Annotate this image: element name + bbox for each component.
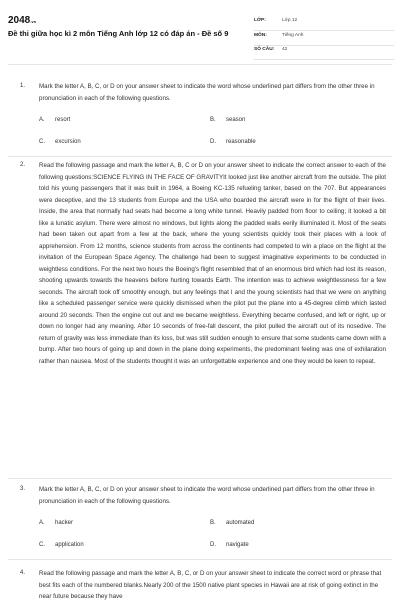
- option-letter: C.: [39, 139, 45, 145]
- option-letter: A.: [39, 117, 45, 123]
- answer-option[interactable]: [210, 542, 249, 548]
- answer-option[interactable]: [39, 139, 81, 145]
- option-word: resort: [55, 117, 71, 123]
- divider: [8, 559, 392, 560]
- option-word: season: [226, 117, 246, 123]
- question-text: Read the following passage and mark the letter A, B, C, or D on your answer sheet to indicate the correct word or phrase that best fits each of the numbered blanks.Nearly 200 of the 1500 native plant species in Hawaii are at risk of going extinct in the near future because they have: [39, 570, 382, 600]
- divider: [8, 478, 392, 479]
- answer-option[interactable]: [39, 117, 70, 123]
- option-letter: D.: [210, 139, 216, 145]
- answer-option[interactable]: [210, 520, 254, 526]
- meta-value: 42: [282, 47, 288, 52]
- divider: [8, 156, 392, 157]
- page-title: Đề thi giữa học kì 2 môn Tiếng Anh lớp 12 có đáp án - Đề số 9: [8, 29, 229, 38]
- question-text: Mark the letter A, B, C, or D on your answer sheet to indicate the word whose underlined part differs from the other three in pronunciation in each of the following questions.: [39, 83, 375, 102]
- meta-label: MÔN:: [254, 33, 267, 38]
- option-letter: A.: [39, 520, 45, 526]
- answer-option[interactable]: [39, 520, 73, 526]
- answer-option[interactable]: [39, 542, 84, 548]
- meta-value: Tiếng Anh: [282, 33, 304, 38]
- logo-tld: .vn: [30, 19, 37, 24]
- option-word: navigate: [226, 542, 249, 548]
- meta-label: SỐ CÂU:: [254, 47, 275, 52]
- site-logo[interactable]: [8, 15, 36, 26]
- question-number: 3.: [20, 486, 26, 492]
- option-word: reasonable: [226, 139, 256, 145]
- meta-row-count: [254, 43, 394, 60]
- option-letter: B.: [210, 520, 216, 526]
- meta-value: Lớp 12: [282, 18, 298, 23]
- option-letter: D.: [210, 542, 216, 548]
- question-number: 4.: [20, 570, 26, 576]
- option-word: automated: [226, 520, 255, 526]
- answer-option[interactable]: [210, 117, 245, 123]
- option-word: application: [55, 542, 84, 548]
- option-word: hacker: [55, 520, 74, 526]
- question-number: 2.: [20, 162, 26, 168]
- answer-option[interactable]: [210, 139, 256, 145]
- page-header: [0, 0, 400, 60]
- divider: [8, 64, 392, 65]
- question-number: 1.: [20, 83, 26, 89]
- question-text: Mark the letter A, B, C, or D on your answer sheet to indicate the word whose underlined part differs from the other three in pronunciation in each of the following questions.: [39, 486, 375, 505]
- option-letter: C.: [39, 542, 45, 548]
- option-word: excursion: [55, 139, 81, 145]
- meta-label: LỚP:: [254, 18, 266, 23]
- option-letter: B.: [210, 117, 216, 123]
- logo-text: 2048: [8, 15, 31, 26]
- reading-passage: Read the following passage and mark the letter A, B, C or D on your answer sheet to indicate the correct answer to each of the following questions:SCIENCE FLYING IN THE FACE OF GRAVITYIt looked just like another aircraft from the outside. The pilot told his young passengers that it was built in 1964, a Boeing KC-135 refueling tanker, based on the 707. But appearances were deceptive, and the 13 students from Europe and the USA who boarded the aircraft were in for the flight of their lives. Inside, the area that normally had seats had become a long white tunnel. Heavily padded from floor to ceiling; it looked a bit like a lunatic asylum. There were almost no windows, but lights along the padded walls eerily illuminated it. Most of the seats had been taken out apart from a few at the back, where the young scientists quickly took their places with a look of apprehension. From 12 months, science students from across the continents had competed to win a place on the flight at the invitation of the European Space Agency. The challenge had been to suggest imaginative experiments to be conducted in weightless conditions. For the next two hours the Boeing's flight resembled that of an enormous bird which had lost its reason, shooting upwards towards the heavens before hurting towards Earth. The intention was to achieve weightlessness for a few seconds. The aircraft took off smoothly enough, but any feelings that I and the young scientists had that we were on anything like a scheduled passenger service were quickly dismissed when the pilot put the plane into a 45-degree climb which lasted around 20 seconds. Then the engine cut out and we became weightless. Everything became confused, and left or right, up or down no longer had any meaning. After 10 seconds of free-fall descent, the pilot pulled the aircraft out of its nosedive. The return of gravity was less immediate than its loss, but was still sudden enough to ensure that some students came down with a bump. After two hours of going up and down in the plane doing experiments, the predominant feeling was one of exhilaration rather than nausea. Most of the students thought it was an unforgettable experience and one they would be keen to repeat.: [39, 162, 386, 365]
